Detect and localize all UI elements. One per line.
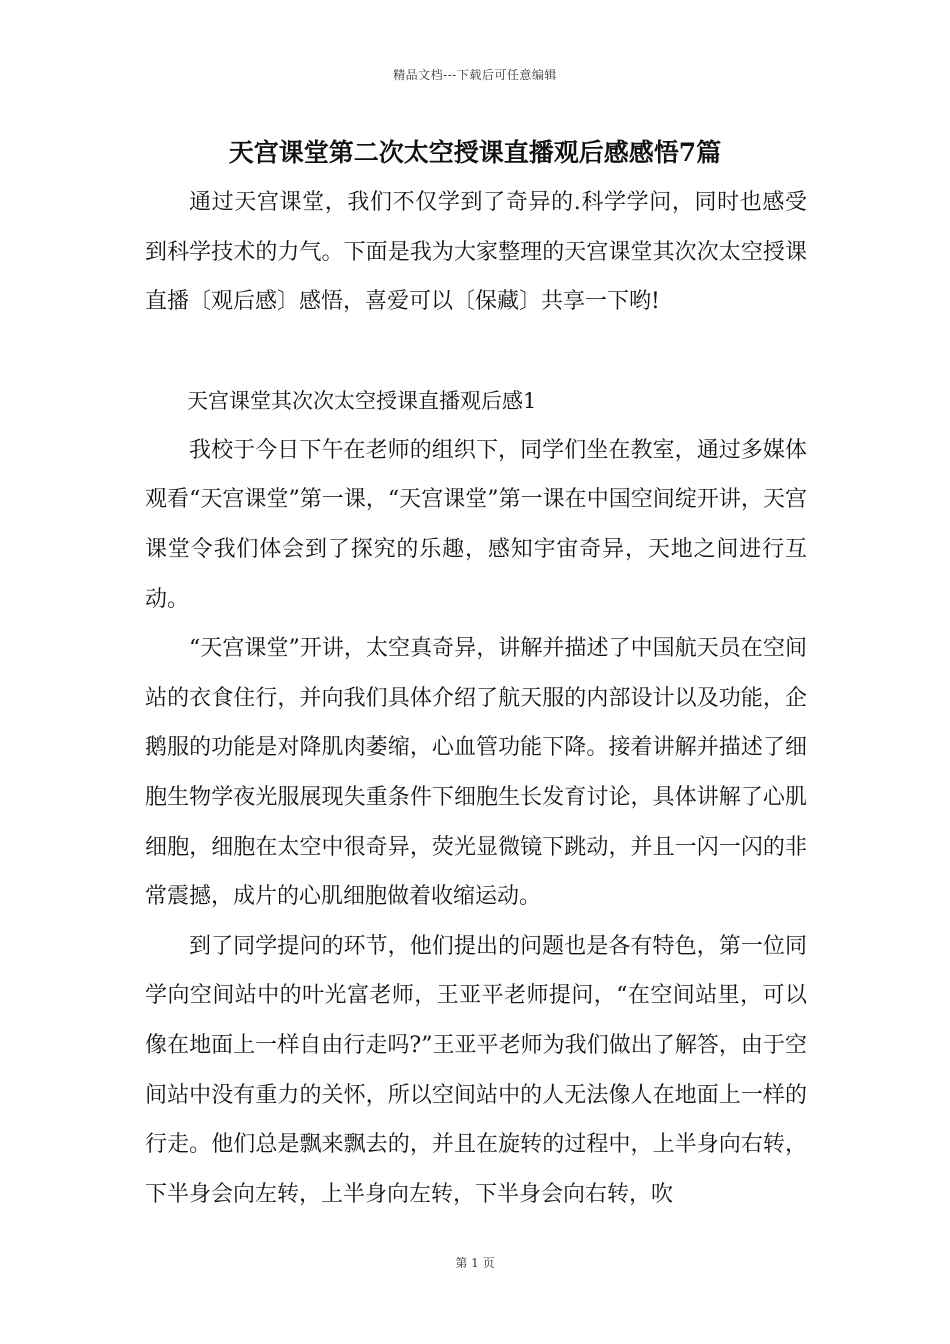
- page-header: 精品文档---下载后可任意编辑: [393, 68, 557, 82]
- body-paragraph-1: 我校于今日下午在老师的组织下，同学们坐在教室，通过多媒体观看“天宫课堂”第一课，“天宫课堂”第一课在中国空间绽开讲，天宫课堂令我们体会到了探究的乐趣，感知宇宙奇异，天地之间进行互动。: [145, 437, 807, 612]
- section-heading: 天宫课堂其次次太空授课直播观后感1: [187, 388, 537, 413]
- body-paragraph-3: 到了同学提问的环节，他们提出的问题也是各有特色，第一位同学向空间站中的叶光富老师，王亚平老师提问，“在空间站里，可以像在地面上一样自由行走吗?”王亚平老师为我们做出了解答，由于空间站中没有重力的关怀，所以空间站中的人无法像人在地面上一样的行走。他们总是飘来飘去的，并且在旋转的过程中，上半身向右转，下半身会向左转，上半身向左转，下半身会向右转，吹: [145, 933, 807, 1207]
- body-paragraph-2: “天宫课堂”开讲，太空真奇异，讲解并描述了中国航天员在空间站的衣食住行，并向我们具体介绍了航天服的内部设计以及功能，企鹅服的功能是对降肌肉萎缩，心血管功能下降。接着讲解并描述了细胞生物学夜光服展现失重条件下细胞生长发育讨论，具体讲解了心肌细胞，细胞在太空中很奇异，荧光显微镜下跳动，并且一闪一闪的非常震撼，成片的心肌细胞做着收缩运动。: [145, 636, 807, 910]
- paragraph-gap: [145, 327, 807, 377]
- intro-paragraph: 通过天宫课堂，我们不仅学到了奇异的.科学学问，同时也感受到科学技术的力气。下面是我为大家整理的天宫课堂其次次太空授课直播〔观后感〕感悟，喜爱可以〔保藏〕共享一下哟!: [145, 190, 807, 315]
- document-title: 天宫课堂第二次太空授课直播观后感感悟7篇: [228, 138, 722, 167]
- document-body: [145, 178, 807, 1219]
- page-footer: 第 1 页: [455, 1256, 495, 1270]
